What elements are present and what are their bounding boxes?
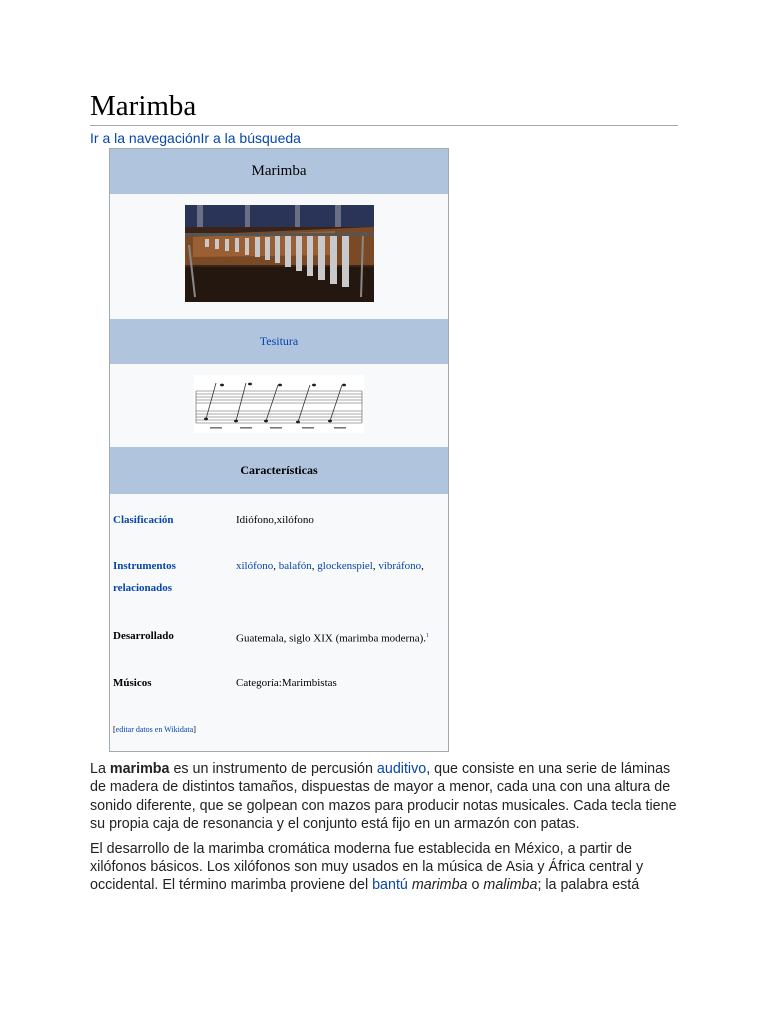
instrumentos-relacionados-label[interactable]: Instrumentos relacionados: [113, 560, 176, 594]
paragraph-history: [90, 840, 684, 895]
musicos-label: Músicos: [113, 677, 152, 689]
italic-term: marimba: [411, 877, 468, 894]
wikidata-edit-link[interactable]: editar datos en Wikidata: [115, 725, 194, 734]
paragraph-intro: [90, 760, 684, 834]
caracteristicas-header: Características: [110, 447, 448, 494]
instrumentos-relacionados-value: xilófono, balafón, glockenspiel, vibráfono,: [236, 560, 424, 572]
page-title: Marimba: [90, 90, 197, 122]
wikidata-edit: [editar datos en Wikidata]: [113, 725, 196, 734]
clasificacion-label[interactable]: Clasificación: [113, 514, 174, 526]
bold-term: marimba: [109, 761, 170, 777]
desarrollado-text: Guatemala, siglo XIX (marimba moderna).: [236, 632, 426, 645]
tesitura-link[interactable]: Tesitura: [110, 319, 448, 364]
footnote-ref[interactable]: 1: [426, 633, 429, 639]
text-run: ; la palabra está: [537, 877, 640, 894]
range-score-image[interactable]: [194, 375, 364, 433]
text-run: , que consiste en una serie de láminas de madera de distintos tamaños, dispuestas de mayor a menor, cada una con una altura de sonido diferente, que se golpean con mazos para producir notas musicales. Cada tecla tiene su propia caja de resonancia y el conjunto está fijo en un armazón con patas.: [90, 761, 677, 833]
text-run: es un instrumento de percusión: [169, 761, 377, 777]
desarrollado-value: [236, 625, 448, 650]
infobox: [109, 148, 449, 752]
text-run: La: [90, 761, 110, 777]
clasificacion-value[interactable]: Idiófono,xilófono: [236, 514, 314, 526]
musicos-value[interactable]: Categoría:Marimbistas: [236, 677, 337, 689]
balafon-link[interactable]: balafón: [278, 560, 312, 572]
vibrafono-link[interactable]: vibráfono: [378, 560, 422, 572]
xilofono-link[interactable]: xilófono: [236, 560, 274, 572]
bantu-link[interactable]: bantú: [372, 877, 408, 894]
text-run: o: [467, 877, 484, 894]
article-body: [90, 760, 684, 901]
jump-links[interactable]: Ir a la navegaciónIr a la búsqueda: [90, 130, 301, 146]
desarrollado-label: Desarrollado: [113, 630, 174, 642]
title-divider: [90, 125, 678, 126]
auditivo-link[interactable]: auditivo: [376, 761, 427, 777]
glockenspiel-link[interactable]: glockenspiel: [317, 560, 373, 572]
italic-term: malimba: [483, 877, 538, 894]
infobox-title: Marimba: [110, 149, 448, 194]
marimba-photo[interactable]: [185, 205, 374, 302]
text-run: El desarrollo de la marimba cromática moderna fue establecida en México, a partir de xilófonos básicos. Los xilófonos son muy usados en la música de Asia y África central y occidental. El término marimba proviene del: [90, 840, 644, 894]
